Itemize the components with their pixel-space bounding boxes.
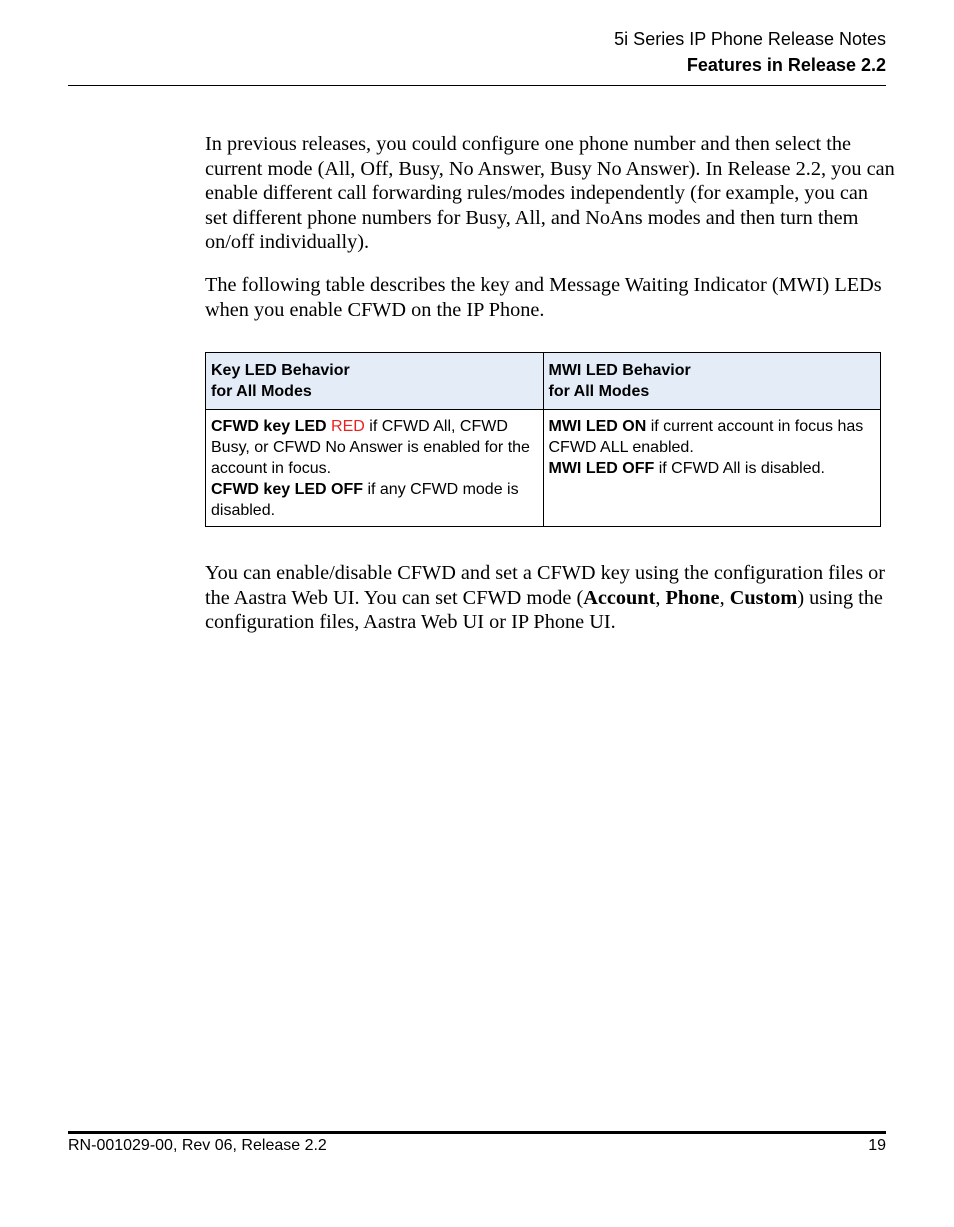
header-key-line2: for All Modes bbox=[211, 383, 312, 400]
mwi-on-text: if current account in focus has CFWD ALL enabled. bbox=[548, 418, 864, 456]
document-title: 5i Series IP Phone Release Notes bbox=[614, 29, 886, 49]
p3-sep-1: , bbox=[655, 586, 666, 609]
mode-phone: Phone bbox=[665, 586, 720, 609]
cfwd-key-led-label: CFWD key LED bbox=[211, 418, 327, 435]
p3-sep-2: , bbox=[719, 586, 730, 609]
cfwd-enabled-text: if CFWD All, CFWD Busy, or CFWD No Answer is enabled for the account in focus. bbox=[211, 418, 530, 477]
header-divider bbox=[68, 85, 886, 86]
mwi-led-on-label: MWI LED ON bbox=[548, 418, 647, 435]
mode-account: Account bbox=[583, 586, 656, 609]
paragraph-table-intro: The following table describes the key and Message Waiting Indicator (MWI) LEDs when you enable CFWD on the IP Phone. bbox=[205, 274, 882, 321]
table-header-key-led bbox=[206, 353, 544, 410]
document-id: RN-001029-00, Rev 06, Release 2.2 bbox=[68, 1137, 327, 1154]
table-header-mwi-led bbox=[543, 353, 881, 410]
paragraph-cfwd-configuration bbox=[205, 561, 895, 635]
p3-text-2: ) using the configuration files, Aastra Web UI or IP Phone UI. bbox=[205, 586, 883, 633]
led-behavior-table bbox=[205, 352, 881, 527]
paragraph-call-forwarding-intro: In previous releases, you could configure one phone number and then select the current mode (All, Off, Busy, No Answer, Busy No Answer). In Release 2.2, you can enable different call forwarding rules/modes independently (for example, you can set different phone numbers for Busy, All, and NoAns modes and then turn them on/off individually). bbox=[205, 133, 895, 253]
cfwd-key-led-off-label: CFWD key LED OFF bbox=[211, 481, 364, 498]
red-state-text: RED bbox=[331, 418, 365, 435]
cell-mwi-led-behavior bbox=[543, 410, 881, 527]
page-number: 19 bbox=[868, 1137, 886, 1154]
table-header-row bbox=[206, 353, 881, 410]
p3-text-1: You can enable/disable CFWD and set a CFWD key using the configuration files or the Aastra Web UI. You can set CFWD mode ( bbox=[205, 562, 886, 609]
cfwd-disabled-text: if any CFWD mode is disabled. bbox=[211, 481, 519, 519]
mwi-led-off-label: MWI LED OFF bbox=[548, 460, 655, 477]
mwi-off-text: if CFWD All is disabled. bbox=[654, 460, 825, 477]
header-mwi-line2: for All Modes bbox=[548, 383, 650, 400]
table-row bbox=[206, 410, 881, 527]
header-key-line1: Key LED Behavior bbox=[211, 362, 350, 379]
section-title: Features in Release 2.2 bbox=[686, 55, 886, 75]
header-mwi-line1: MWI LED Behavior bbox=[548, 362, 691, 379]
mode-custom: Custom bbox=[729, 586, 798, 609]
footer-divider bbox=[68, 1131, 886, 1134]
cell-key-led-behavior bbox=[206, 410, 544, 527]
